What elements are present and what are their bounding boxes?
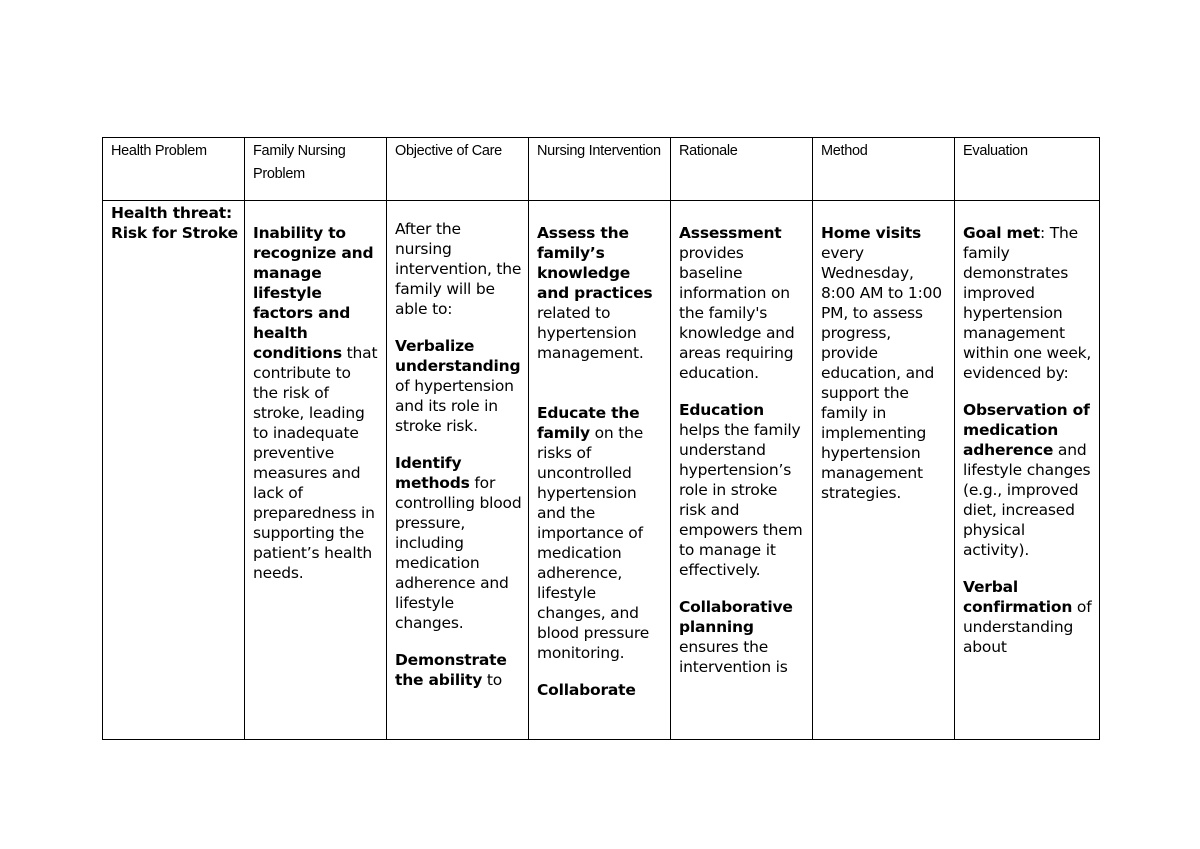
objective-1-text: of hypertension and its role in stroke risk. [395, 377, 514, 435]
family-problem-text: that contribute to the risk of stroke, leading to inadequate preventive measures and lack of preparedness in supporting the patient’s health needs. [253, 344, 378, 582]
table-row [103, 201, 1100, 740]
evaluation-2-text: and lifestyle changes (e.g., improved diet, increased physical activity). [963, 441, 1091, 559]
rationale-3-bold: Collaborative planning [679, 598, 793, 636]
health-problem-cell [103, 201, 245, 740]
intervention-1-text: related to hypertension management. [537, 304, 644, 362]
intervention-2-bold: Educate the family [537, 404, 640, 442]
objective-2-bold: Identify methods [395, 454, 470, 492]
evaluation-1-bold: Goal met [963, 224, 1041, 242]
header-method: Method [813, 138, 955, 201]
objective-1-bold: Verbalize understanding [395, 337, 521, 375]
table-header-row [103, 138, 1100, 201]
intervention-2-text: on the risks of uncontrolled hypertension and the importance of medication adherence, lifestyle changes, and blood pressure monitoring. [537, 424, 650, 662]
care-plan-table [102, 137, 1100, 740]
family-problem-bold: Inability to recognize and manage lifestyle factors and health conditions [253, 224, 374, 362]
evaluation-3-text: of understanding about [963, 598, 1092, 656]
header-evaluation: Evaluation [955, 138, 1100, 201]
header-objective-of-care: Objective of Care [387, 138, 529, 201]
objective-cell [387, 201, 529, 740]
objective-2-text: for controlling blood pressure, including medication adherence and lifestyle changes. [395, 474, 522, 632]
header-family-nursing-problem: Family Nursing Problem [245, 138, 387, 201]
method-bold: Home visits [821, 224, 922, 242]
rationale-1-text: provides baseline information on the family's knowledge and areas requiring education. [679, 244, 795, 382]
intervention-3-bold: Collaborate [537, 681, 636, 699]
header-health-problem: Health Problem [103, 138, 245, 201]
family-nursing-problem-cell [245, 201, 387, 740]
rationale-3-text: ensures the intervention is [679, 638, 788, 676]
intervention-cell [529, 201, 671, 740]
objective-3-bold: Demonstrate the ability [395, 651, 507, 689]
objective-3-text: to [482, 671, 503, 689]
evaluation-2-bold: Observation of medication adherence [963, 401, 1090, 459]
rationale-2-text: helps the family understand hypertension’s role in stroke risk and empowers them to manage it effectively. [679, 421, 803, 579]
header-nursing-intervention: Nursing Intervention [529, 138, 671, 201]
rationale-2-bold: Education [679, 401, 764, 419]
evaluation-3-bold: Verbal confirmation [963, 578, 1073, 616]
evaluation-1-text: : The family demonstrates improved hypertension management within one week, evidenced by: [963, 224, 1092, 382]
rationale-cell [671, 201, 813, 740]
method-text: every Wednesday, 8:00 AM to 1:00 PM, to assess progress, provide education, and support the family in implementing hypertension management strategies. [821, 244, 942, 502]
header-rationale: Rationale [671, 138, 813, 201]
intervention-1-bold: Assess the family’s knowledge and practices [537, 224, 653, 302]
rationale-1-bold: Assessment [679, 224, 782, 242]
objective-intro: After the nursing intervention, the family will be able to: [395, 220, 522, 318]
evaluation-cell [955, 201, 1100, 740]
health-problem-text: Health threat: Risk for Stroke [111, 204, 238, 242]
method-cell [813, 201, 955, 740]
